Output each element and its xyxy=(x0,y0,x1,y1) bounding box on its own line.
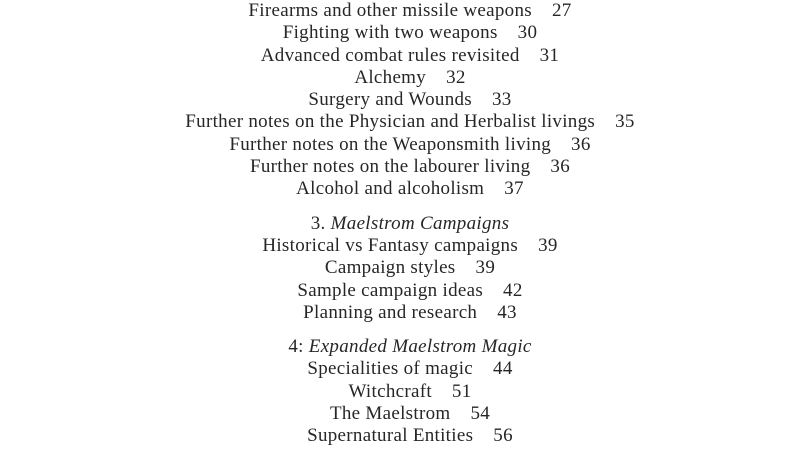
toc-entry xyxy=(10,0,800,22)
toc-entry-title: Further notes on the Weaponsmith living xyxy=(229,133,552,155)
toc-entry-title: The Maelstrom xyxy=(329,403,451,425)
toc-entry-title: Sample campaign ideas xyxy=(297,279,484,301)
toc-entry-title: Supernatural Entities xyxy=(307,425,474,447)
toc-entry-title: Further notes on the labourer living xyxy=(249,156,531,178)
toc-entry-title: Planning and research xyxy=(303,301,478,323)
toc-section-title: Expanded Maelstrom Magic xyxy=(308,336,532,358)
toc-entry-title: Witchcraft xyxy=(348,380,432,402)
toc-entry-page-number: 56 xyxy=(493,425,513,447)
toc-entry xyxy=(10,178,800,200)
toc-entry-title: Firearms and other missile weapons xyxy=(248,0,532,21)
toc-entry-title: Alcohol and alcoholism xyxy=(296,178,485,200)
toc-entry xyxy=(10,111,800,133)
toc-section-chapter-4 xyxy=(10,336,800,447)
toc-entry-title: Alchemy xyxy=(354,66,427,88)
toc-entry-page-number: 31 xyxy=(539,44,560,66)
toc-entry xyxy=(10,280,800,302)
toc-entry-page-number: 43 xyxy=(497,301,517,323)
toc-entry xyxy=(10,235,800,257)
toc-entry-title: Historical vs Fantasy campaigns xyxy=(262,234,519,256)
toc-entry xyxy=(10,67,800,89)
toc-entry-title: Fighting with two weapons xyxy=(282,22,498,44)
toc-entry-page-number: 54 xyxy=(470,403,491,425)
toc-entry-page-number: 39 xyxy=(538,234,558,256)
toc-entry xyxy=(10,257,800,279)
table-of-contents xyxy=(10,0,800,448)
toc-section-number: 4: xyxy=(288,336,304,358)
toc-entry-page-number: 35 xyxy=(615,111,635,133)
toc-section-chapter-3 xyxy=(10,213,800,324)
toc-entry xyxy=(10,425,800,447)
toc-entry-page-number: 36 xyxy=(571,133,591,155)
toc-entry xyxy=(10,22,800,44)
toc-section-heading xyxy=(10,213,800,235)
toc-entry-title: Campaign styles xyxy=(324,257,456,279)
toc-entry-title: Advanced combat rules revisited xyxy=(260,44,520,66)
toc-entry-page-number: 32 xyxy=(446,66,466,88)
toc-entry-title: Surgery and Wounds xyxy=(308,89,472,111)
toc-entry xyxy=(10,89,800,111)
toc-entry-page-number: 39 xyxy=(475,257,496,279)
toc-section-number: 3. xyxy=(310,212,326,234)
toc-entry-page-number: 37 xyxy=(504,178,524,200)
toc-section-heading xyxy=(10,336,800,358)
toc-entry-page-number: 36 xyxy=(550,156,571,178)
toc-entry-page-number: 44 xyxy=(493,358,513,380)
toc-entry xyxy=(10,403,800,425)
toc-entry-page-number: 30 xyxy=(517,22,538,44)
toc-entry xyxy=(10,381,800,403)
toc-entry xyxy=(10,134,800,156)
toc-section-chapter-2-continued xyxy=(10,0,800,201)
toc-entry xyxy=(10,302,800,324)
toc-entry xyxy=(10,45,800,67)
toc-section-title: Maelstrom Campaigns xyxy=(330,212,510,234)
toc-entry xyxy=(10,358,800,380)
toc-entry-page-number: 27 xyxy=(551,0,572,21)
toc-entry-page-number: 51 xyxy=(451,380,472,402)
toc-entry-page-number: 42 xyxy=(503,279,523,301)
toc-entry xyxy=(10,156,800,178)
toc-entry-page-number: 33 xyxy=(492,89,512,111)
toc-entry-title: Specialities of magic xyxy=(307,358,474,380)
toc-entry-title: Further notes on the Physician and Herbalist livings xyxy=(185,111,596,133)
